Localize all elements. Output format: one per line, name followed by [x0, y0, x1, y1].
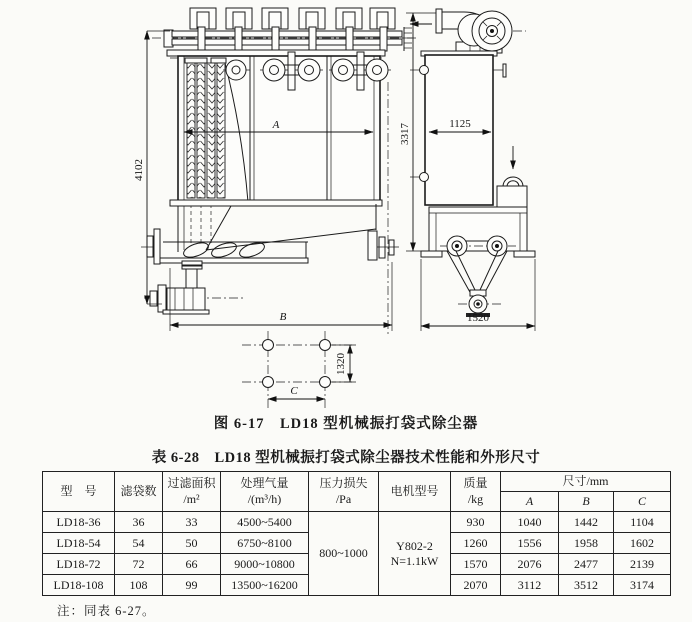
dim-label-b: B	[279, 311, 287, 323]
front-view	[133, 8, 418, 334]
cell-model: LD18-108	[43, 575, 115, 596]
cell-mass: 1260	[451, 533, 501, 554]
table-note: 注：同表 6-27。	[57, 604, 156, 618]
dim-label-4102: 4102	[133, 159, 145, 181]
side-attachment	[497, 146, 527, 207]
cell-air: 13500~16200	[221, 575, 309, 596]
cell-model: LD18-54	[43, 533, 115, 554]
side-casing	[425, 55, 493, 205]
cell-air: 9000~10800	[221, 554, 309, 575]
header-mass	[451, 472, 501, 512]
figure-caption: 图 6-17 LD18 型机械振打袋式除尘器	[213, 416, 479, 432]
header-motor: 电机型号	[379, 472, 451, 512]
header-air-line2: /(m³/h)	[247, 491, 282, 506]
screw-conveyor-motor	[144, 261, 246, 314]
header-air-line1: 处理气量	[240, 475, 289, 490]
cell-b: 1958	[559, 533, 614, 554]
rapping-blocks	[190, 8, 395, 29]
header-pressure	[309, 472, 379, 512]
header-size-group: 尺寸/mm	[501, 472, 671, 492]
cell-c: 2139	[614, 554, 671, 575]
rapping-shaft	[152, 27, 418, 51]
cell-pressure-loss: 800~1000	[309, 512, 379, 596]
cell-bags: 36	[115, 512, 163, 533]
cell-mass: 930	[451, 512, 501, 533]
spec-table	[42, 471, 671, 596]
outlet-flange	[436, 9, 442, 33]
cell-model: LD18-36	[43, 512, 115, 533]
header-area	[163, 472, 221, 512]
drive-pulley	[456, 11, 526, 53]
header-size-a: A	[501, 492, 559, 512]
header-area-line2: /m²	[183, 491, 200, 506]
cell-bags: 72	[115, 554, 163, 575]
header-row-1	[43, 472, 671, 492]
header-size-b: B	[559, 492, 614, 512]
front-top-plate	[167, 50, 385, 56]
cell-motor-model	[379, 512, 451, 596]
cell-area: 99	[163, 575, 221, 596]
cell-air: 6750~8100	[221, 533, 309, 554]
side-view	[410, 9, 535, 331]
table-title: 表 6-28 LD18 型机械振打袋式除尘器技术性能和外形尺寸	[151, 450, 541, 466]
lower-rail	[170, 200, 382, 206]
cell-area: 50	[163, 533, 221, 554]
header-size-c: C	[614, 492, 671, 512]
cell-a: 3112	[501, 575, 559, 596]
cell-b: 1442	[559, 512, 614, 533]
cell-a: 2076	[501, 554, 559, 575]
cell-model: LD18-72	[43, 554, 115, 575]
side-base-frame	[421, 207, 535, 317]
cell-c: 1602	[614, 533, 671, 554]
cell-c: 3174	[614, 575, 671, 596]
dim-label-1125: 1125	[449, 118, 471, 130]
dim-label-3317: 3317	[399, 123, 411, 145]
header-mass-line1: 质量	[463, 475, 488, 490]
cell-mass: 1570	[451, 554, 501, 575]
cell-area: 66	[163, 554, 221, 575]
cell-a: 1040	[501, 512, 559, 533]
cell-b: 2477	[559, 554, 614, 575]
dim-label-a: A	[272, 119, 280, 131]
dim-label-c: C	[290, 385, 298, 397]
cell-b: 3512	[559, 575, 614, 596]
dim-label-1520: 1520	[467, 312, 489, 324]
motor-power-line2: N=1.1kW	[390, 553, 439, 568]
header-area-line1: 过滤面积	[167, 475, 216, 490]
header-mass-line2: /kg	[467, 491, 484, 506]
cell-a: 1556	[501, 533, 559, 554]
header-pressure-line2: /Pa	[335, 491, 352, 506]
cell-c: 1104	[614, 512, 671, 533]
cell-mass: 2070	[451, 575, 501, 596]
cell-bags: 54	[115, 533, 163, 554]
cell-bags: 108	[115, 575, 163, 596]
header-model: 型 号	[43, 472, 115, 512]
cell-area: 33	[163, 512, 221, 533]
foundation-hole-pattern	[242, 331, 356, 409]
header-pressure-line1: 压力损失	[319, 475, 368, 490]
motor-model-line1: Y802-2	[396, 538, 433, 553]
dim-label-1320: 1320	[335, 353, 347, 375]
cell-air: 4500~5400	[221, 512, 309, 533]
table-row	[43, 512, 671, 533]
front-hopper	[141, 204, 399, 264]
header-air	[221, 472, 309, 512]
header-bags: 滤袋数	[115, 472, 163, 512]
